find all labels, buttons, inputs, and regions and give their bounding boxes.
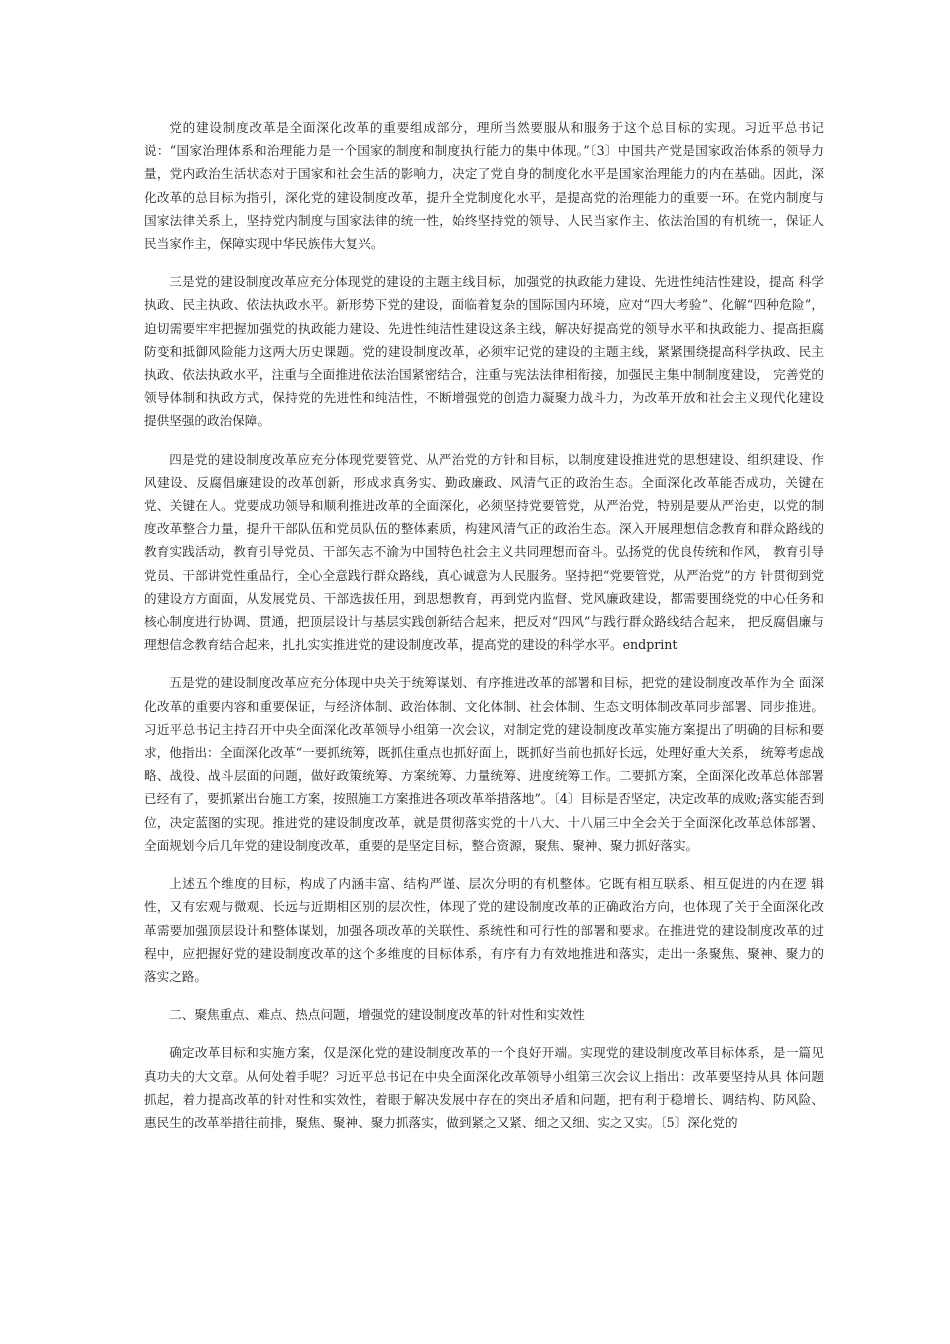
paragraph-point-four: 四是党的建设制度改革应充分体现党要管党、从严治党的方针和目标，以制度建设推进党的思想建设、组织建设、作风建设、反腐倡廉建设的改革创新，形成求真务实、勤政廉政、风清气正的政治生态。全面深化改革能否成功，关键在党、关键在人。党要成功领导和顺利推进改革的全面深化，必须坚持党要管党，从严治党，特别是要从严治吏，以党的制度改革整合力量，提升干部队伍和党员队伍的整体素质，构建风清气正的政治生态。深入开展理想信念教育和群众路线的教育实践活动，教育引导党员、干部矢志不渝为中国特色社会主义共同理想而奋斗。弘扬党的优良传统和作风， 教育引导党员、干部讲党性重品行，全心全意践行群众路线，真心诚意为人民服务。坚持把“党要管党，从严治党”的方 针贯彻到党的建设方方面面，从发展党员、干部选拔任用，到思想教育，再到党内监督、党风廉政建设，都需要围绕党的中心任务和核心制度进行协调、贯通，把顶层设计与基层实践创新结合起来，把反对“四风”与践行群众路线结合起来， 把反腐倡廉与理想信念教育结合起来，扎扎实实推进党的建设制度改革，提高党的建设的科学水平。endprint	[144, 451, 824, 653]
paragraph-point-five: 五是党的建设制度改革应充分体现中央关于统筹谋划、有序推进改革的部署和目标，把党的建设制度改革作为全 面深化改革的重要内容和重要保证，与经济体制、政治体制、文化体制、社会体制、生态文明体制改革同步部署、同步推进。习近平总书记主持召开中央全面深化改革领导小组第一次会议，对制定党的建设制度改革实施方案提出了明确的目标和要求，他指出：全面深化改革“一要抓统筹，既抓住重点也抓好面上，既抓好当前也抓好长远，处理好重大关系， 统筹考虑战略、战役、战斗层面的问题，做好政策统筹、方案统筹、力量统筹、进度统筹工作。二要抓方案，全面深化改革总体部署已经有了，要抓紧出台施工方案，按照施工方案推进各项改革举措落地”。〔4〕目标是否坚定，决定改革的成败;落实能否到位，决定蓝图的实现。推进党的建设制度改革，就是贯彻落实党的十八大、十八届三中全会关于全面深化改革总体部署、全面规划今后几年党的建设制度改革，重要的是坚定目标，整合资源，聚焦、聚神、聚力抓好落实。	[144, 675, 824, 853]
document-body	[144, 116, 824, 1149]
section-heading: 二、聚焦重点、难点、热点问题，增强党的建设制度改革的针对性和实效性	[169, 1007, 585, 1023]
paragraph-summary: 上述五个维度的目标，构成了内涵丰富、结构严谨、层次分明的有机整体。它既有相互联系、相互促进的内在逻 辑性，又有宏观与微观、长远与近期相区别的层次性，体现了党的建设制度改革的正确政治方向，也体现了关于全面深化改革需要加强顶层设计和整体谋划，加强各项改革的关联性、系统性和可行性的部署和要求。在推进党的建设制度改革的过程中，应把握好党的建设制度改革的这个多维度的目标体系，有序有力有效地推进和落实，走出一条聚焦、聚神、聚力的落实之路。	[144, 876, 824, 984]
paragraph-section-two-intro: 确定改革目标和实施方案，仅是深化党的建设制度改革的一个良好开端。实现党的建设制度改革目标体系，是一篇见真功夫的大文章。从何处着手呢？习近平总书记在中央全面深化改革领导小组第三次会议上指出：改革要坚持从具 体问题抓起，着力提高改革的针对性和实效性，着眼于解决发展中存在的突出矛盾和问题，把有利于稳增长、调结构、防风险、惠民生的改革举措往前排，聚焦、聚神、聚力抓落实，做到紧之又紧、细之又细、实之又实。〔5〕深化党的	[144, 1045, 824, 1130]
paragraph-point-three: 三是党的建设制度改革应充分体现党的建设的主题主线目标，加强党的执政能力建设、先进性纯洁性建设，提高 科学执政、民主执政、依法执政水平。新形势下党的建设，面临着复杂的国际国内环境，应对“四大考验”、化解“四种危险”，迫切需要牢牢把握加强党的执政能力建设、先进性纯洁性建设这条主线，解决好提高党的领导水平和执政能力、提高拒腐防变和抵御风险能力这两大历史课题。党的建设制度改革，必须牢记党的建设的主题主线，紧紧围绕提高科学执政、民主执政、依法执政水平，注重与全面推进依法治国紧密结合，注重与宪法法律相衔接，加强民主集中制制度建设， 完善党的领导体制和执政方式，保持党的先进性和纯洁性，不断增强党的创造力凝聚力战斗力，为改革开放和社会主义现代化建设提供坚强的政治保障。	[144, 274, 824, 429]
paragraph-party-building-goal: 党的建设制度改革是全面深化改革的重要组成部分，理所当然要服从和服务于这个总目标的实现。习近平总书记 说：“国家治理体系和治理能力是一个国家的制度和制度执行能力的集中体现。”〔3〕中国共产党是国家政治体系的领导力量，党内政治生活状态对于国家和社会生活的影响力，决定了党自身的制度化水平是国家治理能力的内在基础。因此，深化改革的总目标为指引，深化党的建设制度改革，提升全党制度化水平，是提高党的治理能力的重要一环。在党内制度与国家法律关系上，坚持党内制度与国家法律的统一性，始终坚持党的领导、人民当家作主、依法治国的有机统一，保证人民当家作主，保障实现中华民族伟大复兴。	[144, 120, 824, 252]
